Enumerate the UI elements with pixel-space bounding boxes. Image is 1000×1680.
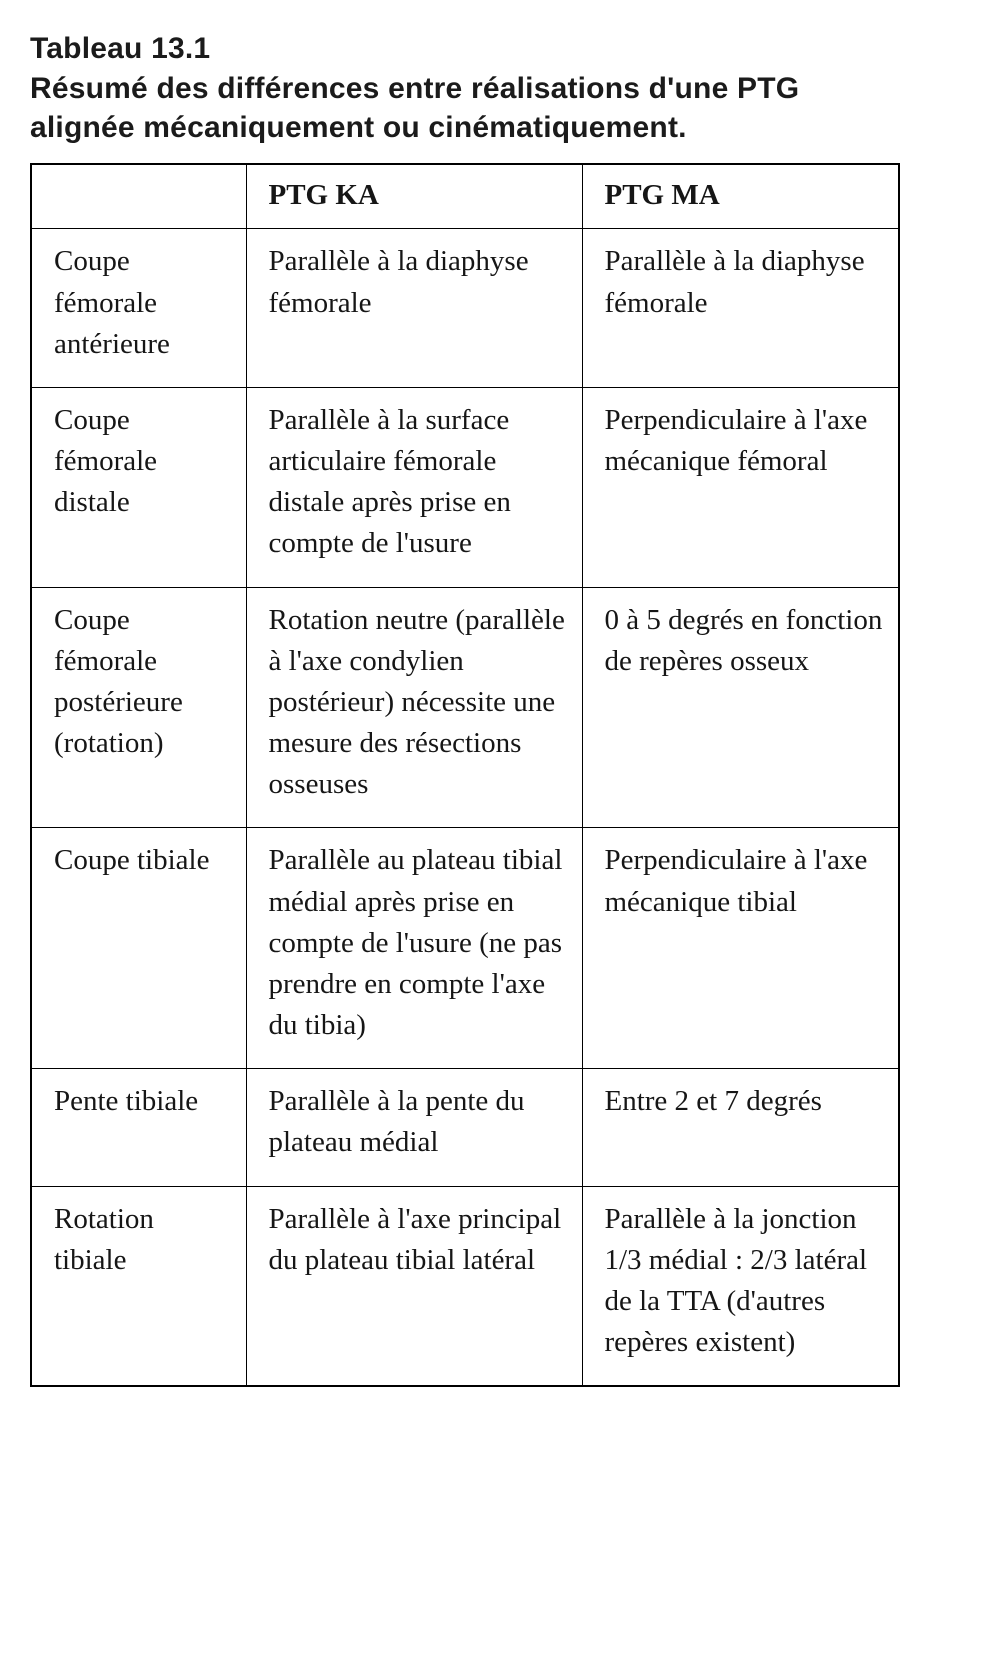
header-empty <box>31 164 246 229</box>
cell-ptg-ka: Parallèle au plateau tibial médial après prise en compte de l'usure (ne pas prendre en compte l'axe du tibia) <box>246 828 582 1069</box>
table-caption: Résumé des différences entre réalisations d'une PTG alignée mécaniquement ou cinématiquement. <box>30 72 800 144</box>
header-row <box>31 164 899 229</box>
row-label: Coupe fémorale antérieure <box>31 229 246 388</box>
document-page <box>30 30 970 1387</box>
cell-ptg-ka: Rotation neutre (parallèle à l'axe condylien postérieur) nécessite une mesure des résections osseuses <box>246 587 582 828</box>
header-ptg-ma: PTG MA <box>582 164 899 229</box>
row-label: Rotation tibiale <box>31 1186 246 1386</box>
row-label: Coupe fémorale postérieure (rotation) <box>31 587 246 828</box>
table-row <box>31 587 899 828</box>
table-row <box>31 1186 899 1386</box>
cell-ptg-ma: Parallèle à la diaphyse fémorale <box>582 229 899 388</box>
table-row <box>31 1069 899 1186</box>
row-label: Pente tibiale <box>31 1069 246 1186</box>
table-row <box>31 229 899 388</box>
cell-ptg-ka: Parallèle à la pente du plateau médial <box>246 1069 582 1186</box>
cell-ptg-ka: Parallèle à la diaphyse fémorale <box>246 229 582 388</box>
table-row <box>31 387 899 587</box>
table-number: Tableau 13.1 <box>30 32 211 65</box>
cell-ptg-ka: Parallèle à la surface articulaire fémorale distale après prise en compte de l'usure <box>246 387 582 587</box>
cell-ptg-ma: Parallèle à la jonction 1/3 médial : 2/3 latéral de la TTA (d'autres repères existent) <box>582 1186 899 1386</box>
cell-ptg-ka: Parallèle à l'axe principal du plateau tibial latéral <box>246 1186 582 1386</box>
header-ptg-ka: PTG KA <box>246 164 582 229</box>
comparison-table <box>30 163 900 1387</box>
cell-ptg-ma: 0 à 5 degrés en fonction de repères osseux <box>582 587 899 828</box>
cell-ptg-ma: Perpendiculaire à l'axe mécanique fémoral <box>582 387 899 587</box>
row-label: Coupe tibiale <box>31 828 246 1069</box>
table-row <box>31 828 899 1069</box>
cell-ptg-ma: Entre 2 et 7 degrés <box>582 1069 899 1186</box>
cell-ptg-ma: Perpendiculaire à l'axe mécanique tibial <box>582 828 899 1069</box>
row-label: Coupe fémorale distale <box>31 387 246 587</box>
